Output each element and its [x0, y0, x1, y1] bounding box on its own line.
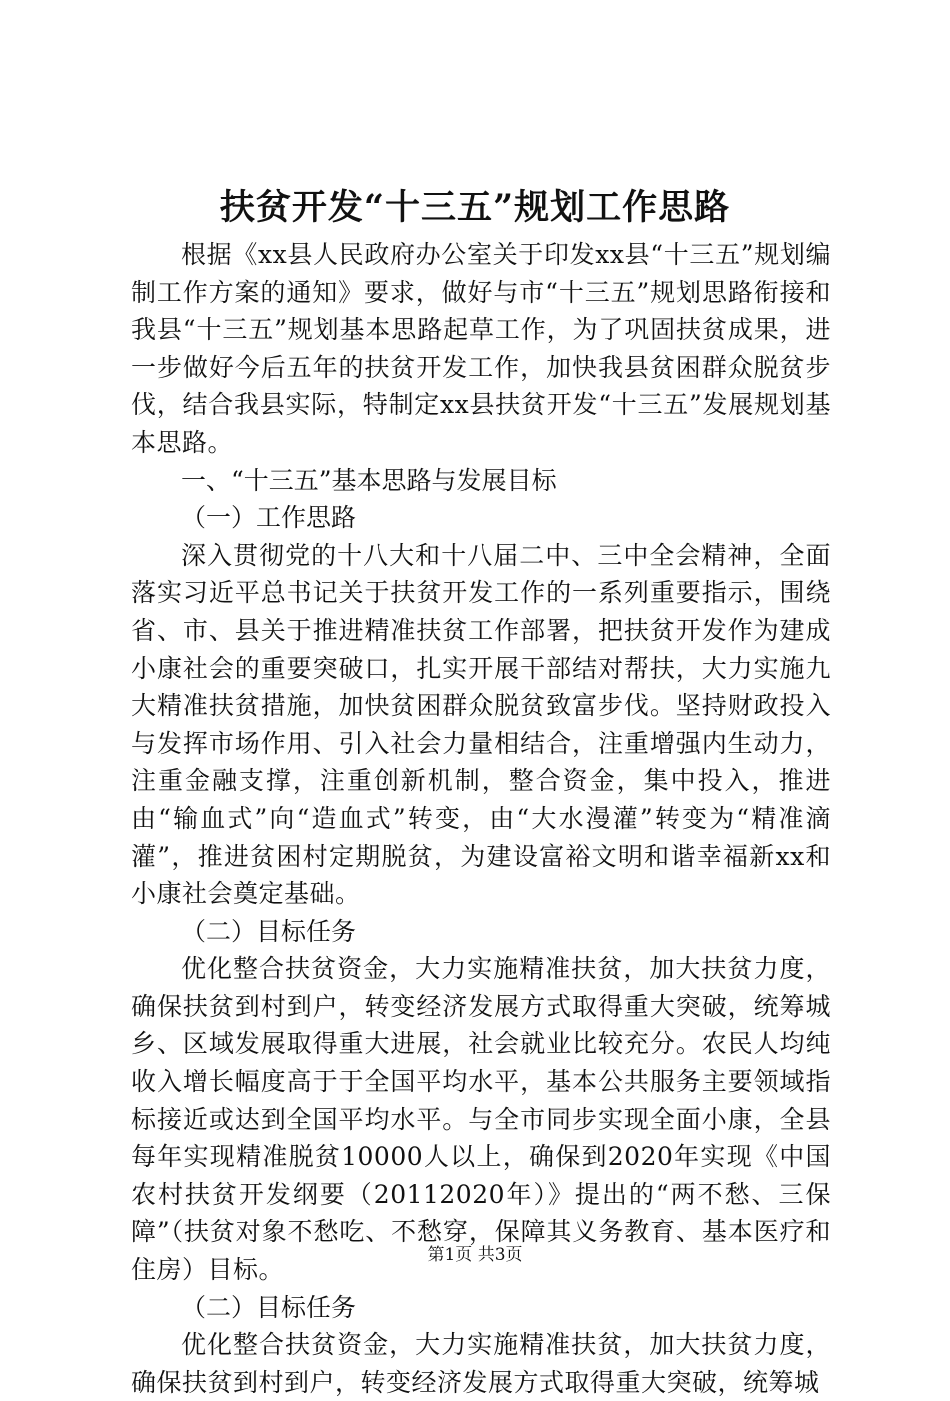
body-paragraph: 优化整合扶贫资金，大力实施精准扶贫，加大扶贫力度，确保扶贫到村到户，转变经济发展方式取得重大突破，统筹城乡、区域发展取得重大进展，社会就业比较充分。农民人均纯收入增长幅度高于于全国平均水平，基本公共服务主要领域指标接近或达到全国平均水平。与全市同步实现全面小康，全县每年实现精准脱贫10000人以上，确保到2020年实现《中国农村扶贫开发纲要（20112020年）》提出的“两不愁、三保障”（扶贫对象不愁吃、不愁穿，保障其义务教育、基本医疗和住房）目标。	[131, 954, 831, 1285]
intro-paragraph: 根据《xx县人民政府办公室关于印发xx县“十三五”规划编制工作方案的通知》要求，做好与市“十三五”规划思路衔接和我县“十三五”规划基本思路起草工作，为了巩固扶贫成果，进一步做好今后五年的扶贫开发工作，加快我县贫困群众脱贫步伐，结合我县实际，特制定xx县扶贫开发“十三五”发展规划基本思路。	[131, 240, 831, 457]
section-heading: 一、“十三五”基本思路与发展目标	[181, 465, 557, 495]
subsection-heading: （一）工作思路	[181, 503, 357, 533]
body-paragraph: 优化整合扶贫资金，大力实施精准扶贫，加大扶贫力度，确保扶贫到村到户，转变经济发展方式取得重大突破，统筹城	[131, 1330, 831, 1397]
subsection-heading: （二）目标任务	[181, 1292, 357, 1322]
subsection-heading: （二）目标任务	[181, 916, 357, 946]
body-paragraph: 深入贯彻党的十八大和十八届二中、三中全会精神，全面落实习近平总书记关于扶贫开发工作的一系列重要指示，围绕省、市、县关于推进精准扶贫工作部署，把扶贫开发作为建成小康社会的重要突破口，扎实开展干部结对帮扶，大力实施九大精准扶贫措施，加快贫困群众脱贫致富步伐。坚持财政投入与发挥市场作用、引入社会力量相结合，注重增强内生动力，注重金融支撑，注重创新机制，整合资金，集中投入，推进由“输血式”向“造血式”转变，由“大水漫灌”转变为“精准滴灌”，推进贫困村定期脱贫，为建设富裕文明和谐幸福新xx和小康社会奠定基础。	[131, 540, 831, 909]
document-body	[131, 236, 831, 1401]
page-number-footer: 第1页 共3页	[427, 1245, 523, 1265]
document-title: 扶贫开发“十三五”规划工作思路	[219, 187, 731, 228]
